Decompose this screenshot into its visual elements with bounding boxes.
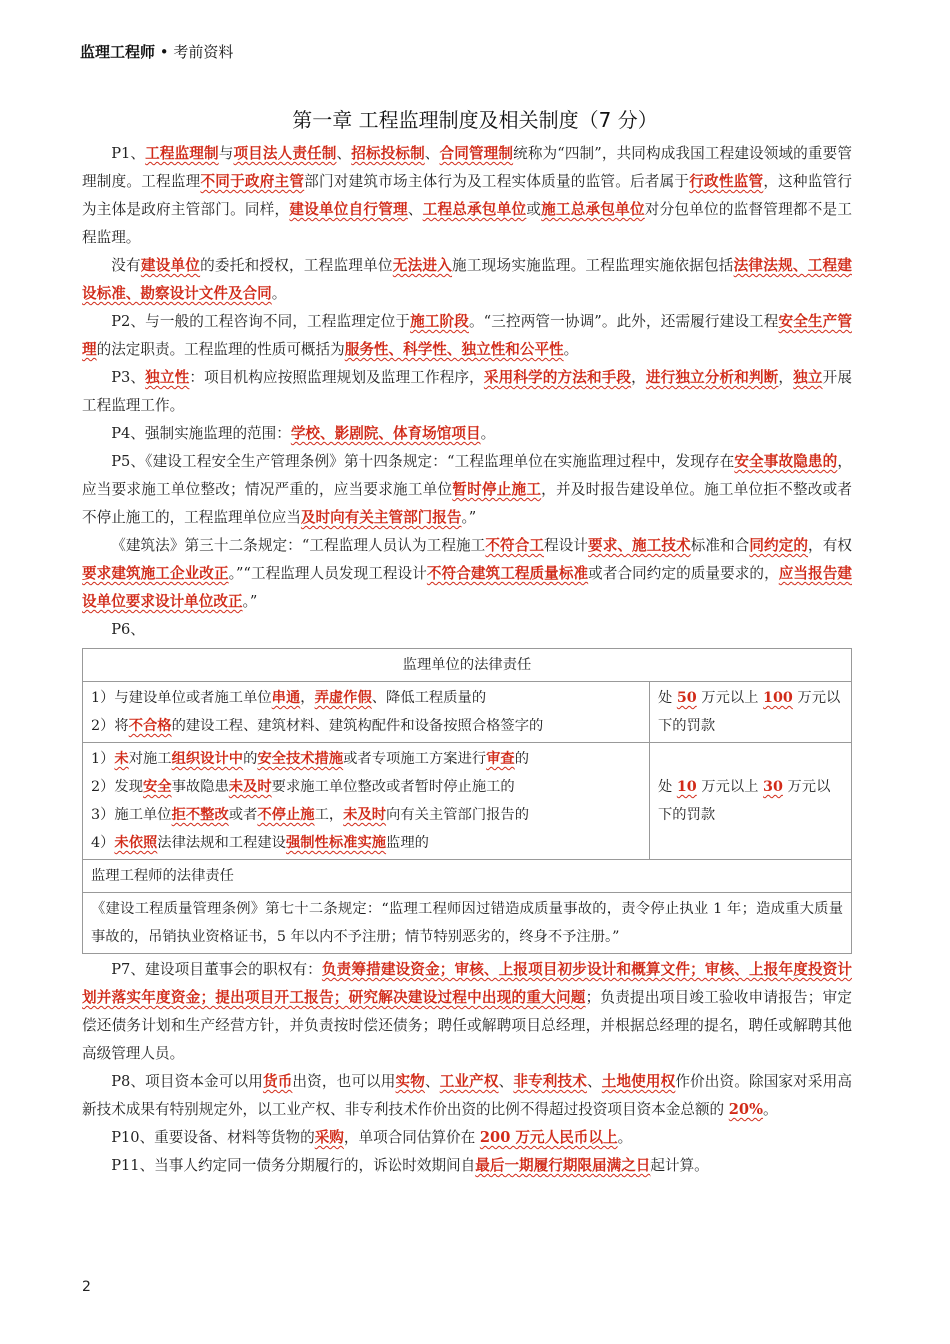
plain-text: 的法定职责。工程监理的性质可概括为 (96, 341, 345, 358)
plain-text: 《建筑法》第三十二条规定：“工程监理人员认为工程施工 (111, 537, 486, 554)
plain-text: P10、重要设备、材料等货物的 (111, 1129, 315, 1146)
plain-text: 起计算。 (650, 1157, 709, 1174)
plain-text: 处 (658, 779, 677, 795)
highlight-text: 同约定的 (749, 537, 809, 554)
penalty-cell-group1 (650, 682, 852, 743)
paragraph-p1b (82, 252, 852, 308)
highlight-text: 工程总承包单位 (422, 201, 527, 218)
plain-text: ，应当要求施工单位整改；情况严重的，应当要求施工单位 (82, 453, 852, 498)
paragraph-p4 (82, 420, 852, 448)
engineer-liability-head: 监理工程师的法律责任 (83, 860, 852, 893)
plain-text: 3）施工单位 (91, 807, 172, 823)
highlight-text: 最后一期履行期限届满之日 (475, 1157, 651, 1174)
table-row (91, 684, 641, 712)
highlight-text: 弄虚作假 (314, 690, 372, 706)
paragraph-p6: P6、 (111, 621, 145, 638)
plain-text: P7、建设项目董事会的职权有： (111, 961, 322, 978)
highlight-text: 建设单位 (140, 257, 201, 274)
plain-text: ，有权 (808, 537, 852, 554)
plain-text: 。 (617, 1129, 633, 1146)
header-sub: 考前资料 (173, 43, 234, 61)
plain-text: P3、 (111, 369, 146, 386)
plain-text: 的建设工程、建筑材料、建筑构配件和设备按照合格签字的 (171, 718, 544, 734)
plain-text: 万元以下的罚款 (658, 779, 831, 823)
plain-text: P4、强制实施监理的范围： (111, 425, 291, 442)
highlight-text: 安全事故隐患的 (734, 453, 838, 470)
plain-text: P5、《建设工程安全生产管理条例》第十四条规定：“工程监理单位在实施监理过程中，发现存在 (111, 453, 735, 470)
highlight-text: 采用科学的方法和手段 (483, 369, 632, 386)
highlight-text: 强制性标准实施 (285, 835, 387, 851)
plain-text: P1、 (111, 145, 146, 162)
paragraph-p8 (82, 1068, 852, 1124)
highlight-text: 拒不整改 (171, 807, 229, 823)
plain-text: 出资，也可以用 (292, 1073, 396, 1090)
penalty-cell-group2 (650, 743, 852, 860)
plain-text: ， (631, 369, 646, 386)
paragraph-p1a (82, 140, 852, 252)
plain-text: 、 (424, 1073, 440, 1090)
liability-table (82, 648, 852, 954)
header-dot: • (155, 43, 174, 61)
plain-text: 处 (658, 690, 677, 706)
highlight-text: 项目法人责任制 (233, 145, 337, 162)
highlight-text: 合同管理制 (439, 145, 514, 162)
plain-text: 标准和合 (690, 537, 750, 554)
highlight-text: 工程监理制 (145, 145, 219, 162)
highlight-text: 200 万元人民币以上 (479, 1129, 618, 1146)
plain-text: 万元以下的罚款 (658, 690, 841, 734)
plain-text: 万元以上 (696, 779, 764, 795)
plain-text: ，并及时报告建设单位。施工单位拒不整改或者不停止施工的，工程监理单位应当 (82, 481, 852, 526)
plain-text: 。 (762, 1101, 778, 1118)
highlight-text: 未依照 (114, 835, 158, 851)
highlight-text: 不合格 (128, 718, 172, 734)
plain-text: 。 (271, 285, 287, 302)
highlight-text: 10 (676, 779, 697, 795)
highlight-text: 不符合建筑工程质量标准 (426, 565, 589, 582)
highlight-text: 学校、影剧院、体育场馆项目 (290, 425, 481, 442)
plain-text: ，这种监管行为主体是政府主管部门。同样， (82, 173, 852, 218)
paragraph-p2 (82, 308, 852, 364)
plain-text: 。“三控两管一协调”。此外，还需履行建设工程 (468, 313, 779, 330)
plain-text: 开展工程监理工作。 (82, 369, 852, 414)
table-row (91, 745, 641, 773)
highlight-text: 要求、施工技术 (588, 537, 691, 554)
highlight-text: 不停止施 (257, 807, 315, 823)
highlight-text: 施工阶段 (410, 313, 469, 330)
header-brand: 监理工程师 (80, 43, 156, 61)
plain-text: P11、当事人约定同一债务分期履行的，诉讼时效期间自 (111, 1157, 476, 1174)
plain-text: 、 (336, 145, 352, 162)
plain-text: 的委托和授权，工程监理单位 (200, 257, 393, 274)
plain-text: 、 (407, 201, 423, 218)
plain-text: ， (300, 690, 315, 706)
highlight-text: 进行独立分析和判断 (645, 369, 779, 386)
document-body (82, 140, 852, 1180)
highlight-text: 法律法规、工程建设标准、勘察设计文件及合同 (82, 257, 852, 302)
highlight-text: 要求建筑施工企业改正 (82, 565, 229, 582)
plain-text: 。”“工程监理人员发现工程设计 (228, 565, 427, 582)
table-head: 监理单位的法律责任 (83, 649, 852, 682)
highlight-text: 应当报告建设单位要求设计单位改正 (82, 565, 852, 610)
highlight-text: 20% (728, 1101, 763, 1118)
paragraph-p7 (82, 956, 852, 1068)
plain-text: 监理的 (386, 835, 429, 851)
plain-text: 、降低工程质量的 (371, 690, 487, 706)
plain-text: 、 (424, 145, 440, 162)
plain-text: 、 (498, 1073, 514, 1090)
plain-text: 或者专项施工方案进行 (343, 751, 487, 767)
highlight-text: 未及时 (228, 779, 272, 795)
plain-text: 要求施工单位整改或者暂时停止施工的 (271, 779, 515, 795)
highlight-text: 未及时 (343, 807, 387, 823)
table-row (91, 829, 641, 857)
engineer-liability-text: 《建设工程质量管理条例》第七十二条规定：“监理工程师因过错造成质量事故的，责令停止执业 1 年；造成重大质量事故的，吊销执业资格证书，5 年以内不予注册；情节特别恶劣的，终身不予注册。” (83, 893, 852, 954)
plain-text: ， (778, 369, 794, 386)
highlight-text: 安全 (143, 779, 172, 795)
plain-text: ：项目机构应按照监理规划及监理工作程序， (189, 369, 484, 386)
plain-text: 向有关主管部门报告的 (386, 807, 530, 823)
table-row (91, 773, 641, 801)
highlight-text: 施工总承包单位 (541, 201, 645, 218)
highlight-text: 未 (114, 751, 129, 767)
plain-text: 作价出资。除国家对采用高新技术成果有特别规定外，以工业产权、非专利技术作价出资的比例不得超过投资项目资本金总额的 (82, 1073, 852, 1118)
highlight-text: 审查 (486, 751, 515, 767)
plain-text: 程设计 (544, 537, 589, 554)
highlight-text: 采购 (314, 1129, 344, 1146)
highlight-text: 100 (763, 690, 793, 706)
plain-text: 1）与建设单位或者施工单位 (91, 690, 272, 706)
plain-text: 事故隐患 (171, 779, 229, 795)
highlight-text: 非专利技术 (513, 1073, 587, 1090)
plain-text: 、 (586, 1073, 602, 1090)
paragraph-p10 (82, 1124, 852, 1152)
plain-text: 与 (218, 145, 234, 162)
plain-text: 1） (91, 751, 115, 767)
plain-text: 法律法规和工程建设 (157, 835, 286, 851)
highlight-text: 无法进入 (392, 257, 453, 274)
highlight-text: 实物 (395, 1073, 425, 1090)
highlight-text: 30 (763, 779, 783, 795)
highlight-text: 独立性 (145, 369, 190, 386)
highlight-text: 招标投标制 (351, 145, 425, 162)
plain-text: 没有 (111, 257, 141, 274)
paragraph-p11 (82, 1152, 852, 1180)
plain-text: 。” (461, 509, 477, 526)
plain-text: 万元以上 (696, 690, 764, 706)
table-row (91, 712, 641, 740)
plain-text: 统称为“四制”，共同构成我国工程建设领域的重要管理制度。工程监理 (82, 145, 852, 190)
plain-text: ；负责提出项目竣工验收申请报告；审定偿还债务计划和生产经营方针，并负责按时偿还债务；聘任或解聘项目总经理，并根据总经理的提名，聘任或解聘其他高级管理人员。 (82, 989, 852, 1062)
table-cell-group1 (83, 682, 650, 743)
plain-text: 或 (526, 201, 542, 218)
highlight-text: 工业产权 (439, 1073, 499, 1090)
highlight-text: 组织设计中 (171, 751, 244, 767)
highlight-text: 服务性、科学性、独立性和公平性 (344, 341, 564, 358)
highlight-text: 50 (676, 690, 697, 706)
highlight-text: 货币 (262, 1073, 293, 1090)
plain-text: 。 (480, 425, 496, 442)
plain-text: 对分包单位的监督管理都不是工程监理。 (82, 201, 852, 246)
chapter-title: 第一章 工程监理制度及相关制度（7 分） (292, 108, 658, 132)
highlight-text: 安全生产管理 (82, 313, 852, 358)
table-cell-group2 (83, 743, 650, 860)
highlight-text: 负责筹措建设资金；审核、上报项目初步设计和概算文件；审核、上报年度投资计划并落实年度资金；提出项目开工报告；研究解决建设过程中出现的重大问题 (82, 961, 852, 1006)
plain-text: P2、与一般的工程咨询不同，工程监理定位于 (111, 313, 411, 330)
table-row (91, 801, 641, 829)
plain-text: 对施工 (128, 751, 172, 767)
highlight-text: 安全技术措施 (257, 751, 344, 767)
plain-text: ，单项合同估算价在 (343, 1129, 480, 1146)
page-number: 2 (82, 1279, 91, 1295)
highlight-text: 建设单位自行管理 (289, 201, 408, 218)
plain-text: 的 (243, 751, 258, 767)
plain-text: 。” (242, 593, 258, 610)
highlight-text: 独立 (793, 369, 823, 386)
highlight-text: 及时向有关主管部门报告 (300, 509, 462, 526)
paragraph-p5a (82, 448, 852, 532)
plain-text: 工， (314, 807, 344, 823)
highlight-text: 串通 (271, 690, 301, 706)
plain-text: 施工现场实施监理。工程监理实施依据包括 (452, 257, 734, 274)
highlight-text: 土地使用权 (601, 1073, 676, 1090)
highlight-text: 不符合工 (485, 537, 545, 554)
plain-text: 。 (563, 341, 579, 358)
paragraph-p5b (82, 532, 852, 616)
plain-text: 部门对建筑市场主体行为及工程实体质量的监管。后者属于 (304, 173, 690, 190)
plain-text: 2）发现 (91, 779, 143, 795)
page-header (80, 41, 233, 62)
highlight-text: 行政性监管 (689, 173, 764, 190)
highlight-text: 暂时停止施工 (452, 481, 542, 498)
plain-text: 2）将 (91, 718, 129, 734)
paragraph-p3 (82, 364, 852, 420)
plain-text: 或者合同约定的质量要求的， (588, 565, 779, 582)
plain-text: P8、项目资本金可以用 (111, 1073, 263, 1090)
highlight-text: 不同于政府主管 (200, 173, 305, 190)
plain-text: 或者 (228, 807, 258, 823)
plain-text: 的 (514, 751, 530, 767)
plain-text: 4） (91, 835, 115, 851)
